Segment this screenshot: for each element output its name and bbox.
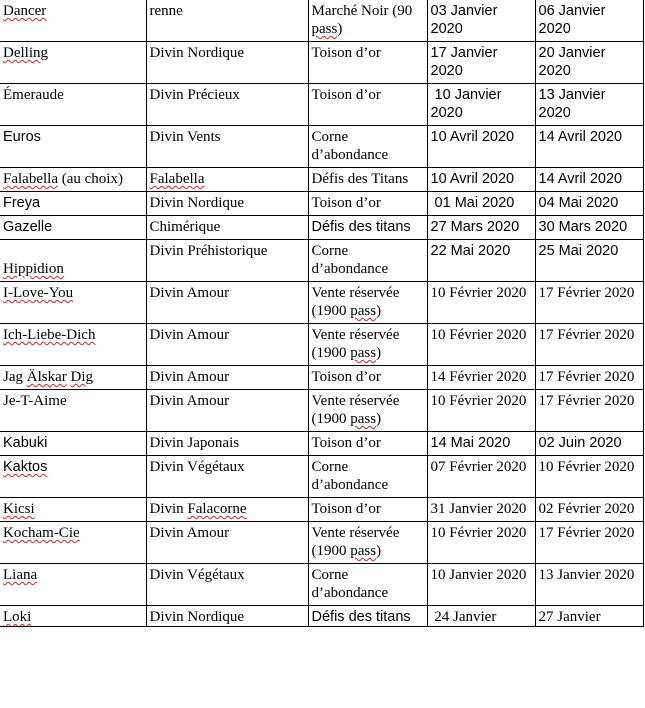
end-date-cell: 02 Février 2020	[535, 498, 643, 522]
category-cell: Divin Préhistorique	[146, 240, 308, 282]
table-row	[0, 606, 643, 627]
source-cell: Vente réservée (1900 pass)	[308, 522, 427, 564]
name-cell: Émeraude	[0, 84, 146, 126]
category-cell: Divin Amour	[146, 366, 308, 390]
end-date-cell: 30 Mars 2020	[535, 216, 643, 240]
start-date-cell: 07 Février 2020	[427, 456, 535, 498]
table-row	[0, 564, 643, 606]
source-cell: Vente réservée (1900 pass)	[308, 324, 427, 366]
end-date-cell: 14 Avril 2020	[535, 168, 643, 192]
source-cell: Corne d’abondance	[308, 564, 427, 606]
name-cell: Je-T-Aime	[0, 390, 146, 432]
category-cell: Divin Amour	[146, 324, 308, 366]
end-date-cell: 10 Février 2020	[535, 456, 643, 498]
start-date-cell: 17 Janvier 2020	[427, 42, 535, 84]
name-cell: Dancer	[0, 0, 146, 42]
end-date-cell: 13 Janvier 2020	[535, 564, 643, 606]
end-date-cell: 20 Janvier 2020	[535, 42, 643, 84]
category-cell: Divin Végétaux	[146, 564, 308, 606]
category-cell: Divin Vents	[146, 126, 308, 168]
start-date-cell: 31 Janvier 2020	[427, 498, 535, 522]
end-date-cell: 14 Avril 2020	[535, 126, 643, 168]
name-cell: Hippidion	[0, 240, 146, 282]
source-cell: Toison d’or	[308, 192, 427, 216]
table-row	[0, 192, 643, 216]
end-date-cell: 27 Janvier	[535, 606, 643, 627]
name-cell: Kabuki	[0, 432, 146, 456]
category-cell: Divin Falacorne	[146, 498, 308, 522]
start-date-cell: 10 Février 2020	[427, 390, 535, 432]
table-row	[0, 432, 643, 456]
start-date-cell: 10 Avril 2020	[427, 168, 535, 192]
source-cell: Toison d’or	[308, 498, 427, 522]
name-cell: Liana	[0, 564, 146, 606]
table-row	[0, 366, 643, 390]
name-cell: Kaktos	[0, 456, 146, 498]
source-cell: Toison d’or	[308, 366, 427, 390]
start-date-cell: 14 Février 2020	[427, 366, 535, 390]
start-date-cell: 10 Janvier 2020	[427, 564, 535, 606]
table-row	[0, 216, 643, 240]
start-date-cell: 27 Mars 2020	[427, 216, 535, 240]
category-cell: Divin Amour	[146, 390, 308, 432]
category-cell: Divin Nordique	[146, 192, 308, 216]
source-cell: Défis des titans	[308, 606, 427, 627]
table-row	[0, 168, 643, 192]
source-cell: Toison d’or	[308, 42, 427, 84]
end-date-cell: 17 Février 2020	[535, 282, 643, 324]
start-date-cell: 14 Mai 2020	[427, 432, 535, 456]
table-row	[0, 456, 643, 498]
table-row	[0, 522, 643, 564]
start-date-cell: 01 Mai 2020	[427, 192, 535, 216]
table-row	[0, 126, 643, 168]
table-row	[0, 42, 643, 84]
start-date-cell: 24 Janvier	[427, 606, 535, 627]
source-cell: Corne d’abondance	[308, 240, 427, 282]
start-date-cell: 22 Mai 2020	[427, 240, 535, 282]
end-date-cell: 17 Février 2020	[535, 390, 643, 432]
name-cell: Freya	[0, 192, 146, 216]
category-cell: Chimérique	[146, 216, 308, 240]
table-row	[0, 390, 643, 432]
end-date-cell: 17 Février 2020	[535, 522, 643, 564]
category-cell: Falabella	[146, 168, 308, 192]
table-row	[0, 240, 643, 282]
table-row	[0, 324, 643, 366]
table-row	[0, 0, 643, 42]
name-cell: Kocham-Cie	[0, 522, 146, 564]
source-cell: Corne d’abondance	[308, 126, 427, 168]
category-cell: Divin Japonais	[146, 432, 308, 456]
end-date-cell: 13 Janvier 2020	[535, 84, 643, 126]
source-cell: Marché Noir (90 pass)	[308, 0, 427, 42]
table-row	[0, 282, 643, 324]
table-row	[0, 84, 643, 126]
name-cell: Loki	[0, 606, 146, 627]
category-cell: Divin Nordique	[146, 42, 308, 84]
name-cell: Falabella (au choix)	[0, 168, 146, 192]
category-cell: Divin Nordique	[146, 606, 308, 627]
source-cell: Toison d’or	[308, 84, 427, 126]
name-cell: Kicsi	[0, 498, 146, 522]
start-date-cell: 10 Février 2020	[427, 282, 535, 324]
table-row	[0, 498, 643, 522]
source-cell: Défis des Titans	[308, 168, 427, 192]
end-date-cell: 25 Mai 2020	[535, 240, 643, 282]
name-cell: Delling	[0, 42, 146, 84]
name-cell: Euros	[0, 126, 146, 168]
start-date-cell: 10 Février 2020	[427, 522, 535, 564]
name-cell: I-Love-You	[0, 282, 146, 324]
end-date-cell: 04 Mai 2020	[535, 192, 643, 216]
source-cell: Corne d’abondance	[308, 456, 427, 498]
name-cell: Gazelle	[0, 216, 146, 240]
source-cell: Défis des titans	[308, 216, 427, 240]
category-cell: Divin Amour	[146, 282, 308, 324]
category-cell: Divin Amour	[146, 522, 308, 564]
end-date-cell: 17 Février 2020	[535, 324, 643, 366]
category-cell: renne	[146, 0, 308, 42]
end-date-cell: 06 Janvier 2020	[535, 0, 643, 42]
source-cell: Vente réservée (1900 pass)	[308, 390, 427, 432]
end-date-cell: 17 Février 2020	[535, 366, 643, 390]
end-date-cell: 02 Juin 2020	[535, 432, 643, 456]
start-date-cell: 10 Janvier 2020	[427, 84, 535, 126]
start-date-cell: 10 Avril 2020	[427, 126, 535, 168]
category-cell: Divin Précieux	[146, 84, 308, 126]
name-cell: Ich-Liebe-Dich	[0, 324, 146, 366]
source-cell: Vente réservée (1900 pass)	[308, 282, 427, 324]
source-cell: Toison d’or	[308, 432, 427, 456]
start-date-cell: 10 Février 2020	[427, 324, 535, 366]
name-cell: Jag Älskar Dig	[0, 366, 146, 390]
category-cell: Divin Végétaux	[146, 456, 308, 498]
start-date-cell: 03 Janvier 2020	[427, 0, 535, 42]
